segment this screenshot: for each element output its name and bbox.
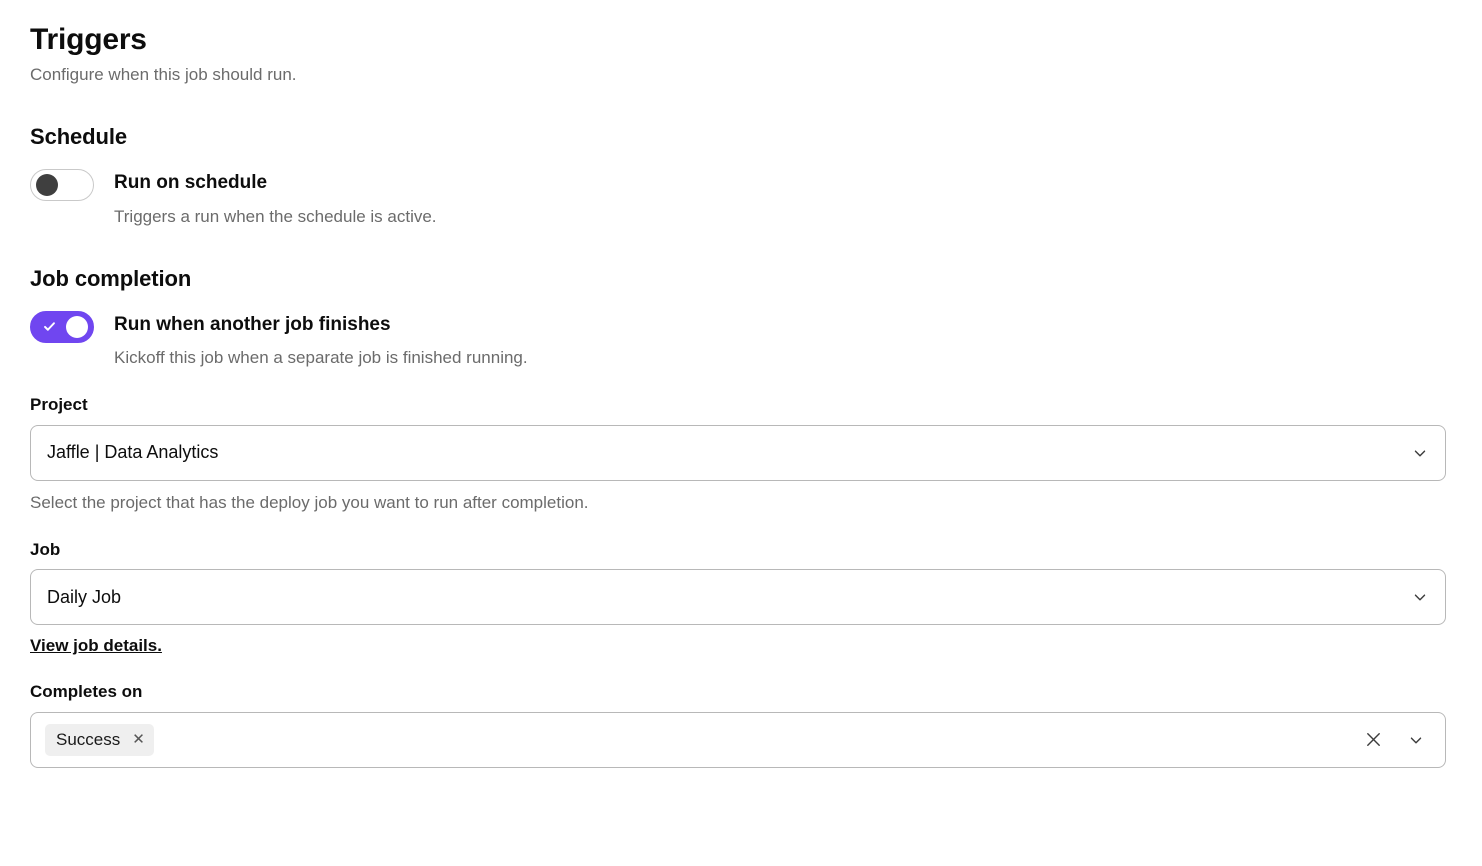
completes-on-actions bbox=[1364, 730, 1431, 749]
view-job-details-link[interactable]: View job details. bbox=[30, 636, 162, 656]
project-field bbox=[30, 395, 1452, 513]
job-field bbox=[30, 540, 1452, 656]
run-on-schedule-row bbox=[30, 168, 1452, 228]
chip-label: Success bbox=[56, 729, 121, 749]
check-icon bbox=[43, 320, 56, 333]
schedule-section-title: Schedule bbox=[30, 124, 128, 150]
run-when-job-finishes-text bbox=[114, 310, 528, 370]
run-when-job-finishes-label: Run when another job finishes bbox=[114, 313, 391, 335]
job-completion-section bbox=[30, 266, 1452, 768]
chip-success[interactable] bbox=[45, 724, 154, 756]
project-select-value: Jaffle | Data Analytics bbox=[47, 442, 219, 463]
project-label: Project bbox=[30, 395, 88, 415]
job-label: Job bbox=[30, 539, 61, 559]
toggle-knob bbox=[66, 316, 88, 338]
run-on-schedule-help: Triggers a run when the schedule is active. bbox=[114, 206, 437, 226]
completes-on-chips bbox=[39, 724, 1364, 756]
clear-icon[interactable] bbox=[1364, 730, 1383, 749]
completes-on-label: Completes on bbox=[30, 682, 143, 702]
page-title: Triggers bbox=[30, 23, 147, 56]
run-on-schedule-text bbox=[114, 168, 437, 228]
chip-remove-icon[interactable]: ✕ bbox=[132, 731, 145, 749]
project-help: Select the project that has the deploy job you want to run after completion. bbox=[30, 492, 589, 512]
run-on-schedule-label: Run on schedule bbox=[114, 172, 268, 194]
chevron-down-icon[interactable] bbox=[1407, 731, 1425, 749]
job-select-value: Daily Job bbox=[47, 586, 122, 607]
run-when-job-finishes-help: Kickoff this job when a separate job is finished running. bbox=[114, 348, 528, 368]
run-when-job-finishes-toggle[interactable] bbox=[30, 311, 94, 343]
page-subtitle: Configure when this job should run. bbox=[30, 65, 297, 84]
completes-on-multiselect[interactable] bbox=[30, 712, 1446, 768]
job-select[interactable] bbox=[30, 569, 1446, 625]
toggle-knob bbox=[36, 174, 58, 196]
completes-on-field bbox=[30, 682, 1452, 767]
schedule-section bbox=[30, 124, 1452, 228]
run-on-schedule-toggle[interactable] bbox=[30, 169, 94, 201]
run-when-job-finishes-row bbox=[30, 310, 1452, 370]
chevron-down-icon bbox=[1411, 588, 1429, 606]
project-select[interactable] bbox=[30, 425, 1446, 481]
chevron-down-icon bbox=[1411, 444, 1429, 462]
job-completion-section-title: Job completion bbox=[30, 265, 192, 291]
